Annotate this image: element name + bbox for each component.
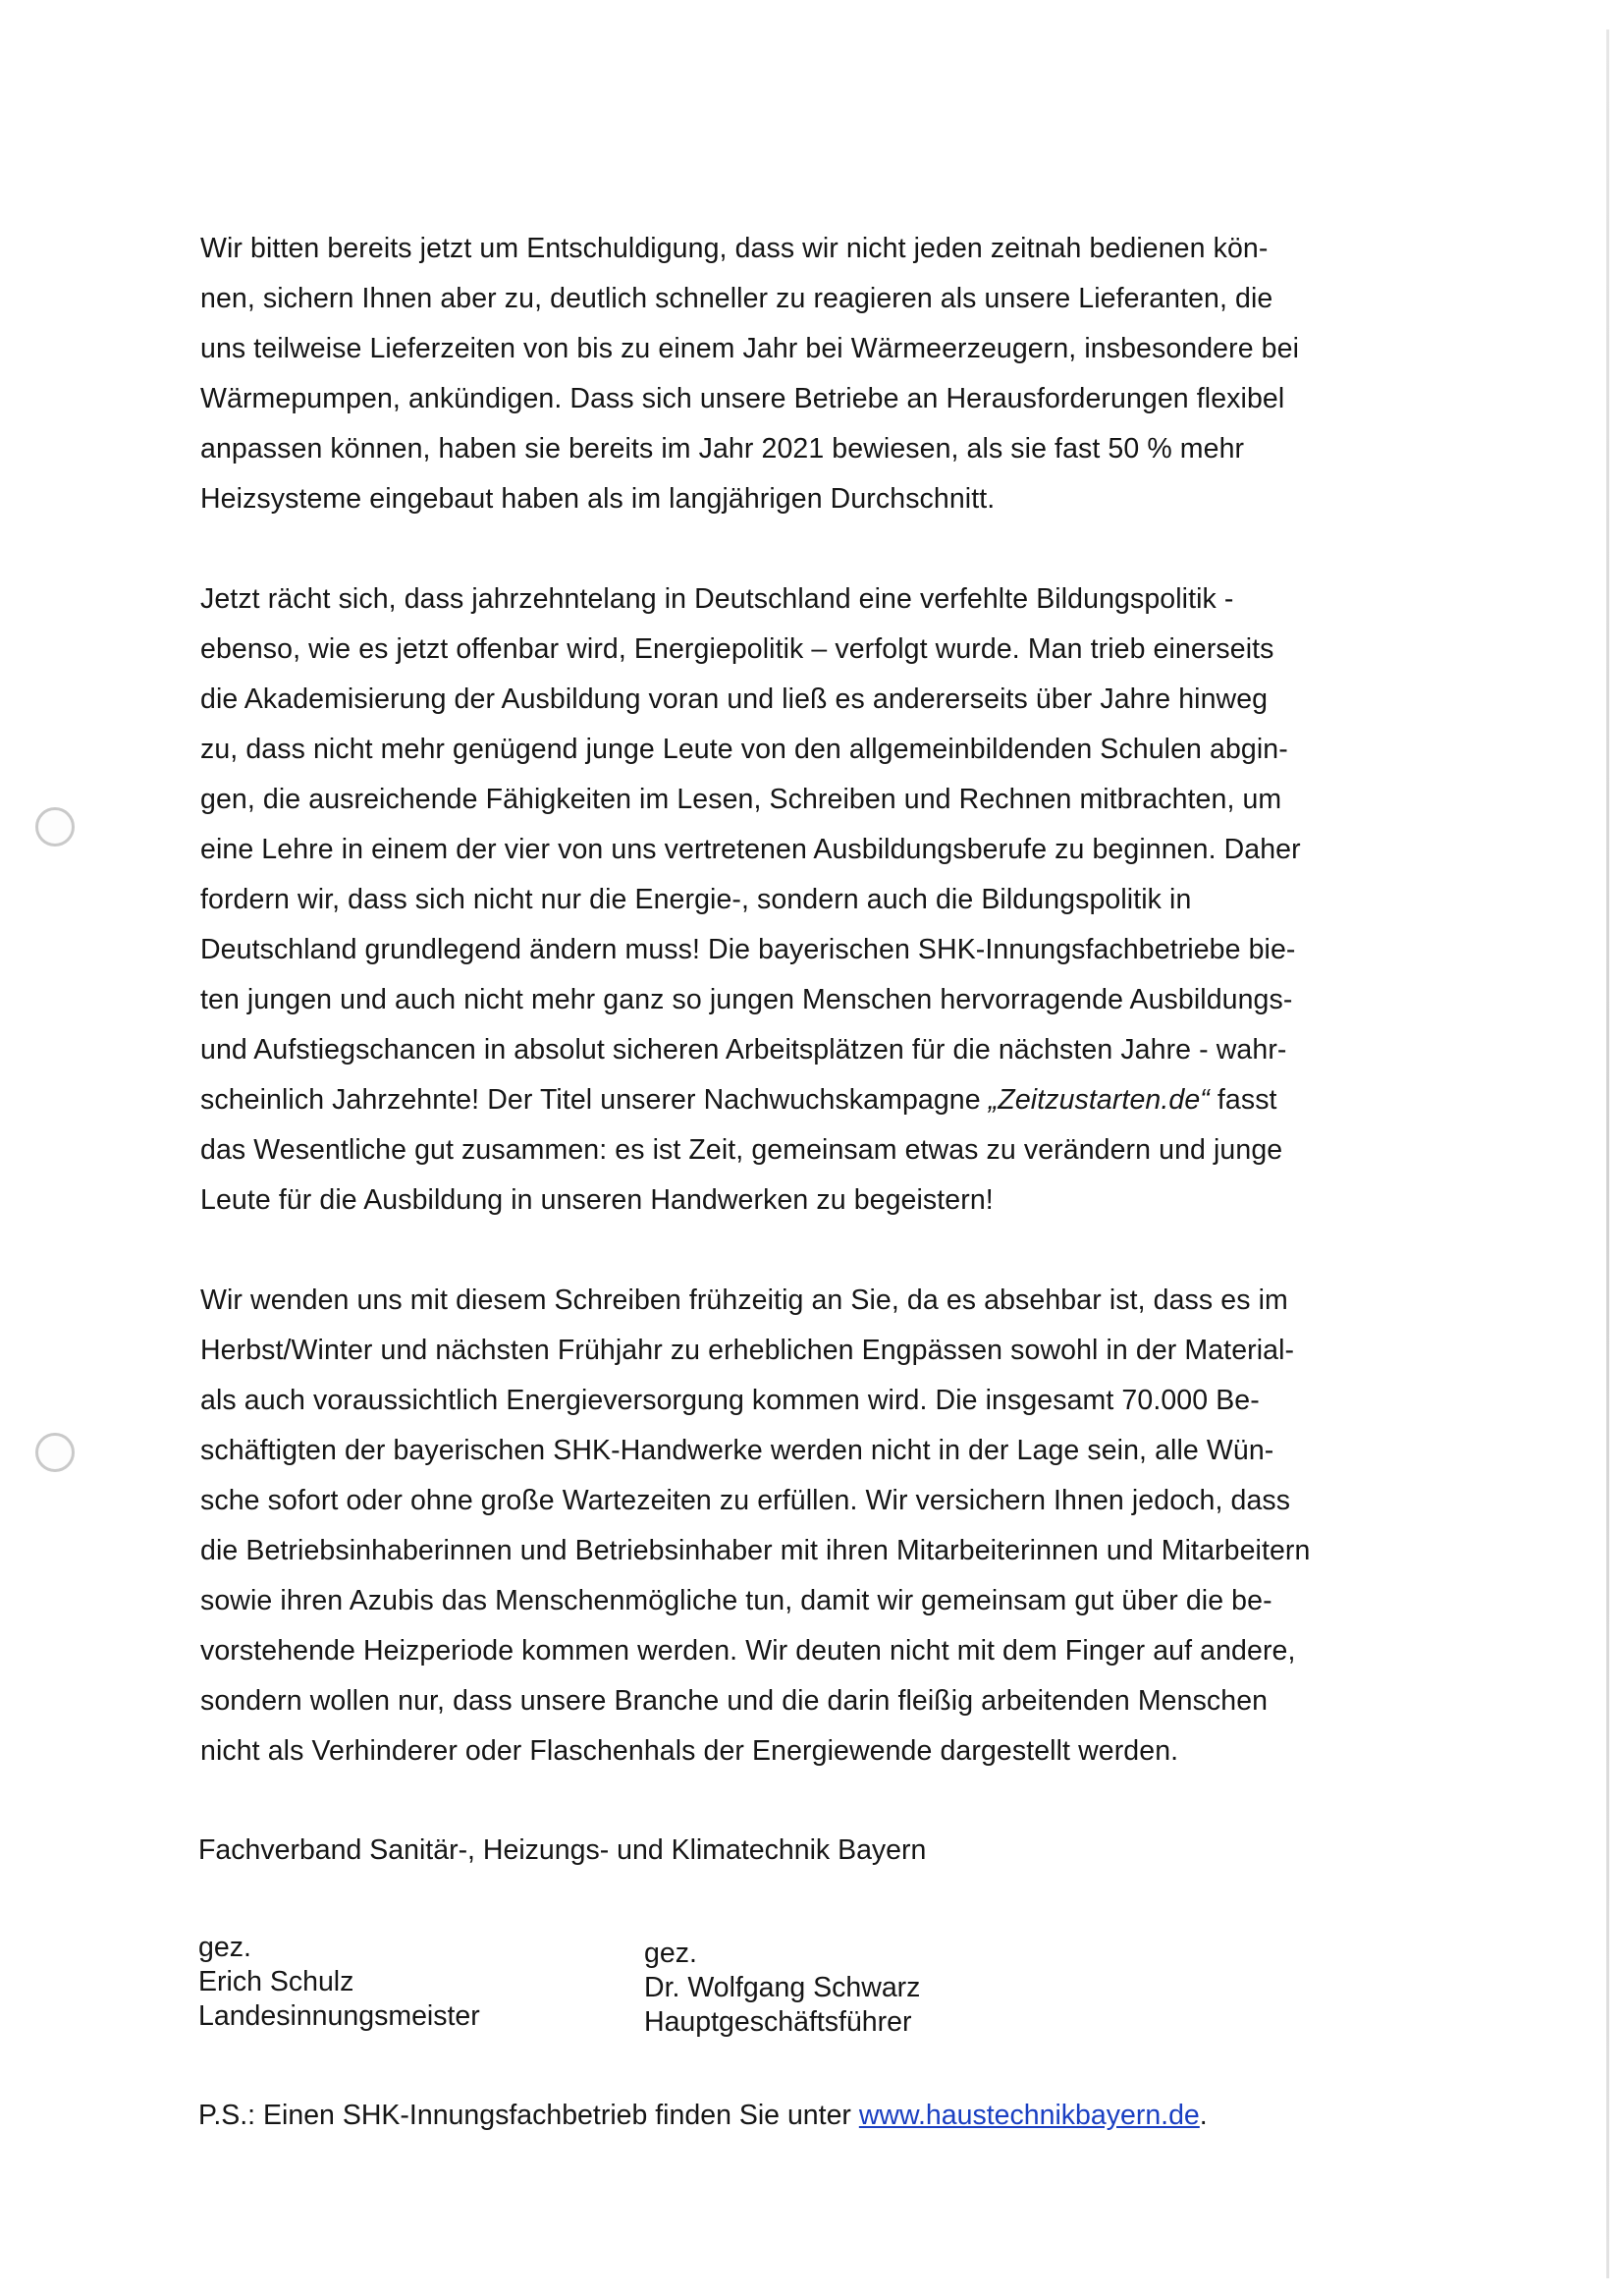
website-link[interactable]: www.haustechnikbayern.de	[858, 2100, 1200, 2131]
text-line: Deutschland grundlegend ändern muss! Die bayerischen SHK-Innungsfachbetriebe bie-	[200, 934, 1296, 965]
postscript-text: P.S.: Einen SHK-Innungsfachbetrieb finden Sie unter	[198, 2100, 859, 2131]
text-line: fordern wir, dass sich nicht nur die Energie-, sondern auch die Bildungspolitik in	[200, 884, 1192, 915]
paragraph-shortages	[200, 1276, 1339, 1777]
text-line: Jetzt rächt sich, dass jahrzehntelang in Deutschland eine verfehlte Bildungspolitik -	[200, 583, 1234, 615]
punch-hole-bottom	[35, 1433, 75, 1472]
text-line: die Betriebsinhaberinnen und Betriebsinhaber mit ihren Mitarbeiterinnen und Mitarbeitern	[200, 1535, 1311, 1566]
text-segment: scheinlich Jahrzehnte! Der Titel unserer Nachwuchskampagne	[200, 1084, 989, 1116]
text-line: Wärmepumpen, ankündigen. Dass sich unsere Betriebe an Herausforderungen flexibel	[200, 383, 1285, 414]
text-line: vorstehende Heizperiode kommen werden. Wir deuten nicht mit dem Finger auf andere,	[200, 1635, 1296, 1667]
signature-name: Dr. Wolfgang Schwarz	[644, 1972, 921, 2003]
text-line: das Wesentliche gut zusammen: es ist Zeit, gemeinsam etwas zu verändern und junge	[200, 1134, 1283, 1166]
signature-gez: gez.	[198, 1932, 251, 1963]
text-line: nen, sichern Ihnen aber zu, deutlich schneller zu reagieren als unsere Lieferanten, die	[200, 283, 1273, 314]
paragraph-apology	[200, 224, 1339, 524]
text-line: Wir wenden uns mit diesem Schreiben frühzeitig an Sie, da es absehbar ist, dass es im	[200, 1285, 1288, 1316]
postscript	[198, 2096, 1208, 2135]
text-line: gen, die ausreichende Fähigkeiten im Lesen, Schreiben und Rechnen mitbrachten, um	[200, 784, 1282, 815]
text-line: sondern wollen nur, dass unsere Branche und die darin fleißig arbeitenden Menschen	[200, 1685, 1269, 1717]
text-line: Wir bitten bereits jetzt um Entschuldigung, dass wir nicht jeden zeitnah bedienen kön-	[200, 233, 1269, 264]
text-line-campaign	[200, 1075, 1339, 1125]
paragraph-education-policy	[200, 574, 1339, 1226]
letter-body	[200, 224, 1339, 1827]
page-edge-shadow	[1606, 29, 1609, 2278]
text-line: Leute für die Ausbildung in unseren Handwerken zu begeistern!	[200, 1184, 994, 1216]
text-line: uns teilweise Lieferzeiten von bis zu einem Jahr bei Wärmeerzeugern, insbesondere bei	[200, 333, 1300, 364]
text-line: und Aufstiegschancen in absolut sicheren Arbeitsplätzen für die nächsten Jahre - wahr-	[200, 1034, 1287, 1066]
text-line: Herbst/Winter und nächsten Frühjahr zu erheblichen Engpässen sowohl in der Material-	[200, 1335, 1295, 1366]
signature-block-right	[644, 1937, 920, 2040]
text-line: Heizsysteme eingebaut haben als im langjährigen Durchschnitt.	[200, 483, 996, 515]
signature-name: Erich Schulz	[198, 1966, 354, 1997]
text-line: sowie ihren Azubis das Menschenmögliche tun, damit wir gemeinsam gut über die be-	[200, 1585, 1272, 1616]
postscript-end: .	[1199, 2100, 1208, 2131]
signature-role: Landesinnungsmeister	[198, 2000, 480, 2032]
text-line: die Akademisierung der Ausbildung voran und ließ es andererseits über Jahre hinweg	[200, 683, 1269, 715]
text-line: zu, dass nicht mehr genügend junge Leute von den allgemeinbildenden Schulen abgin-	[200, 734, 1288, 765]
text-segment: fasst	[1209, 1084, 1277, 1116]
text-line: sche sofort oder ohne große Wartezeiten zu erfüllen. Wir versichern Ihnen jedoch, dass	[200, 1485, 1291, 1516]
campaign-name: „Zeitzustarten.de“	[988, 1084, 1210, 1116]
text-line: nicht als Verhinderer oder Flaschenhals der Energiewende dargestellt werden.	[200, 1735, 1179, 1767]
signature-block-left	[198, 1931, 480, 2034]
signature-role: Hauptgeschäftsführer	[644, 2006, 912, 2038]
text-line: als auch voraussichtlich Energieversorgung kommen wird. Die insgesamt 70.000 Be-	[200, 1385, 1260, 1416]
text-line: eine Lehre in einem der vier von uns vertretenen Ausbildungsberufe zu beginnen. Daher	[200, 834, 1301, 865]
punch-hole-top	[35, 807, 75, 847]
signature-gez: gez.	[644, 1938, 697, 1969]
text-line: anpassen können, haben sie bereits im Jahr 2021 bewiesen, als sie fast 50 % mehr	[200, 433, 1245, 465]
association-name: Fachverband Sanitär-, Heizungs- und Klimatechnik Bayern	[198, 1834, 927, 1866]
text-line: ten jungen und auch nicht mehr ganz so jungen Menschen hervorragende Ausbildungs-	[200, 984, 1293, 1015]
text-line: ebenso, wie es jetzt offenbar wird, Energiepolitik – verfolgt wurde. Man trieb einerseits	[200, 633, 1274, 665]
text-line: schäftigten der bayerischen SHK-Handwerke werden nicht in der Lage sein, alle Wün-	[200, 1435, 1274, 1466]
